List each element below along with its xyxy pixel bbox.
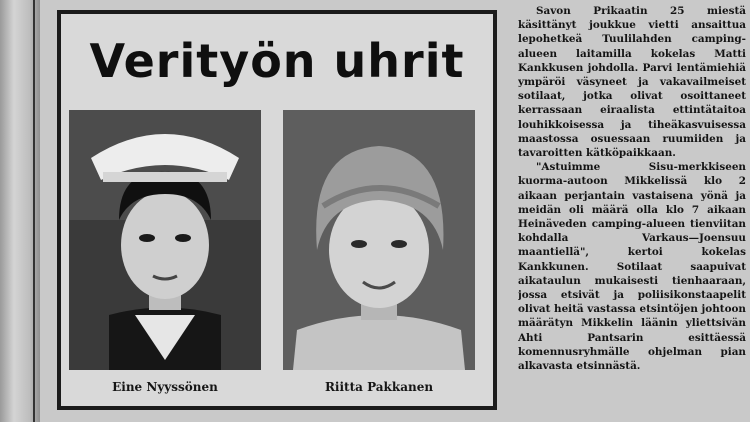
photo-caption-2: Riitta Pakkanen	[324, 380, 434, 394]
headline: Verityön uhrit	[89, 34, 465, 88]
portrait-1-image	[69, 110, 261, 370]
paragraph-1: Savon Prikaatin 25 miestä käsittänyt joukkue vietti ansaittua lepohetkeä Tuulilahden camping-alueen laitamilla kokelas Matti Kankkusen johdolla. Parvi lentämiehiä ympäröi väsyneet ja vakavailmeiset sotilaat, jotka olivat osoittaneet kerrassaan eiraalista ettintätaitoa louhikkoisessa ja tiheäkasvuisessa maastossa osuessaan ruumiiden ja tavaroitten kätköpaikkaan.	[518, 5, 746, 160]
column-rule	[33, 0, 35, 422]
portrait-2-image	[283, 110, 475, 370]
paragraph-2: "Astuimme Sisu-merkkiseen kuorma-autoon Mikkelissä klo 2 aikaan perjantain vastaisena yönä ja meidän oli määrä olla klo 7 aikaan Heinäveden camping-alueen tienviitan kohdalla Varkaus—Joensuu maantiellä", kertoi kokelas Kankkunen. Sotilaat saapuivat aikataulun mukaisesti tienhaaraan, jossa etsivät ja poliisikonstaapelit olivat heitä vastassa etsintöjen johtoon määrätyn Mikkelin läänin yliettsivän Ahti Pantsarin esittäessä komennusryhmälle ohjelman pian alkavasta etsinnästä.	[518, 161, 746, 373]
portrait-photo-2	[283, 110, 475, 370]
photo-caption-1: Eine Nyyssönen	[112, 380, 218, 394]
portrait-photo-1	[69, 110, 261, 370]
article-text-column	[518, 4, 746, 418]
photo-box	[57, 10, 497, 410]
